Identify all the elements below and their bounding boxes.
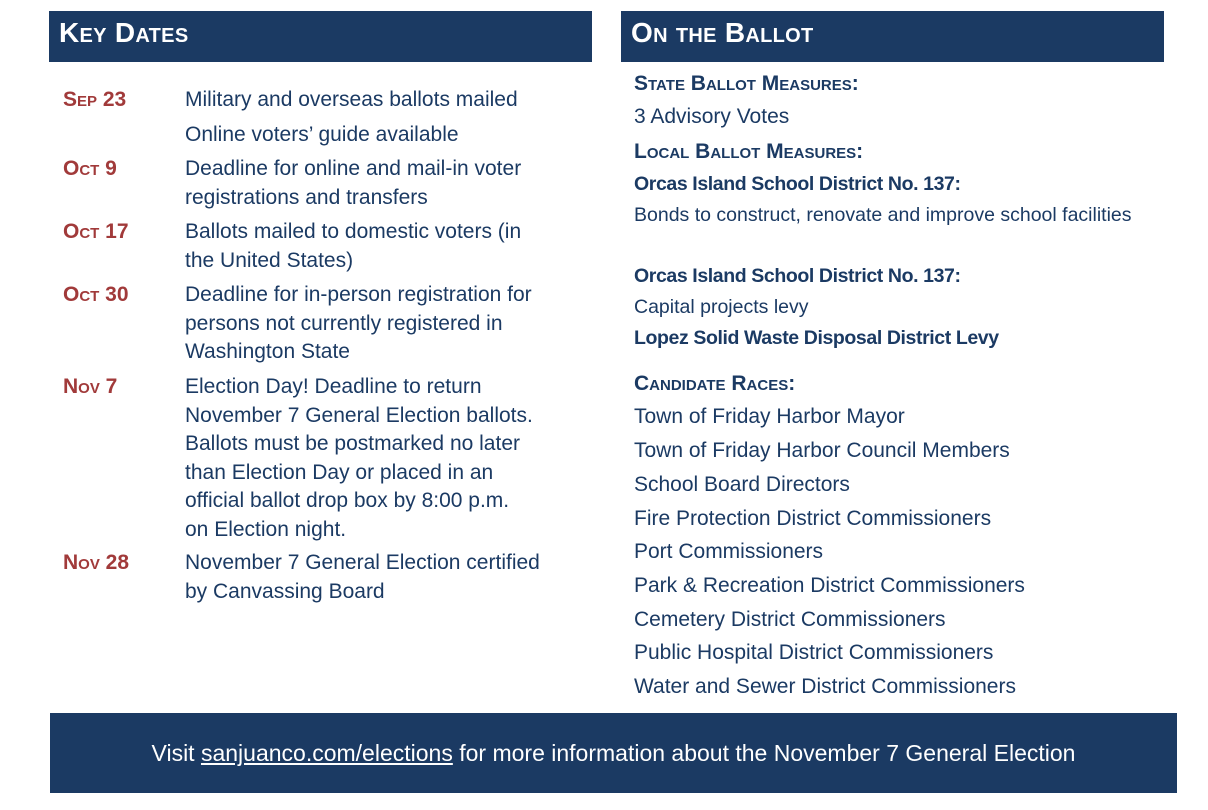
- candidate-race-item: Town of Friday Harbor Council Members: [634, 439, 1010, 462]
- local-measure-name: Orcas Island School District No. 137:: [634, 173, 961, 195]
- candidate-races-heading: Candidate Races:: [634, 372, 796, 395]
- description-line: Ballots mailed to domestic voters (in: [185, 220, 522, 243]
- key-date-description: [185, 281, 595, 367]
- key-date-label: Nov 7: [63, 375, 118, 398]
- key-dates-header: Key Dates: [49, 11, 592, 62]
- key-date-description: [185, 549, 595, 606]
- local-measure-description: Capital projects levy: [634, 296, 809, 318]
- description-line: Washington State: [185, 340, 350, 363]
- candidate-race-item: School Board Directors: [634, 473, 850, 496]
- key-date-label: Sep 23: [63, 88, 127, 111]
- description-line: by Canvassing Board: [185, 579, 385, 603]
- local-measure-description: Bonds to construct, renovate and improve school facilities: [634, 204, 1132, 226]
- description-line: the United States): [185, 248, 354, 272]
- description-line: November 7 General Election certified: [185, 551, 540, 574]
- candidate-race-item: Town of Friday Harbor Mayor: [634, 405, 905, 428]
- description-line: Military and overseas ballots mailed: [185, 88, 518, 111]
- state-measures-item: 3 Advisory Votes: [634, 105, 790, 128]
- state-measures-heading: State Ballot Measures:: [634, 72, 859, 95]
- description-line: Deadline for online and mail-in voter: [185, 157, 522, 180]
- key-date-description: [185, 86, 595, 149]
- key-date-label: Oct 9: [63, 157, 117, 180]
- footer-banner: [50, 713, 1177, 793]
- key-date-description: [185, 155, 595, 212]
- footer-prefix: Visit: [151, 739, 201, 766]
- candidate-race-item: Port Commissioners: [634, 540, 824, 563]
- elections-link[interactable]: sanjuanco.com/elections: [200, 739, 453, 766]
- candidate-race-item: Water and Sewer District Commissioners: [634, 675, 1016, 698]
- description-line: November 7 General Election ballots.: [185, 403, 533, 427]
- description-line: Ballots must be postmarked no later: [185, 432, 520, 455]
- key-date-label: Oct 30: [63, 283, 129, 306]
- candidate-race-item: Cemetery District Commissioners: [634, 608, 946, 631]
- candidate-race-item: Fire Protection District Commissioners: [634, 507, 992, 530]
- candidate-race-item: Public Hospital District Commissioners: [634, 641, 994, 664]
- description-line: registrations and transfers: [185, 185, 428, 209]
- key-date-description: [185, 373, 595, 544]
- local-measure-name: Orcas Island School District No. 137:: [634, 265, 961, 287]
- on-the-ballot-header: On the Ballot: [621, 11, 1164, 62]
- key-date-label: Nov 28: [63, 551, 130, 574]
- candidate-race-item: Park & Recreation District Commissioners: [634, 574, 1025, 597]
- description-line: than Election Day or placed in an: [185, 460, 494, 484]
- description-line: Online voters’ guide available: [185, 122, 459, 146]
- description-line: Election Day! Deadline to return: [185, 375, 482, 398]
- description-line: persons not currently registered in: [185, 311, 503, 335]
- description-line: on Election night.: [185, 517, 347, 541]
- description-line: Deadline for in-person registration for: [185, 283, 532, 306]
- local-measure-name: Lopez Solid Waste Disposal District Levy: [634, 327, 999, 349]
- key-date-description: [185, 218, 595, 275]
- footer-suffix: for more information about the November 7 General Election: [452, 739, 1076, 766]
- description-line: official ballot drop box by 8:00 p.m.: [185, 489, 510, 512]
- local-measures-heading: Local Ballot Measures:: [634, 140, 864, 163]
- key-date-label: Oct 17: [63, 220, 129, 243]
